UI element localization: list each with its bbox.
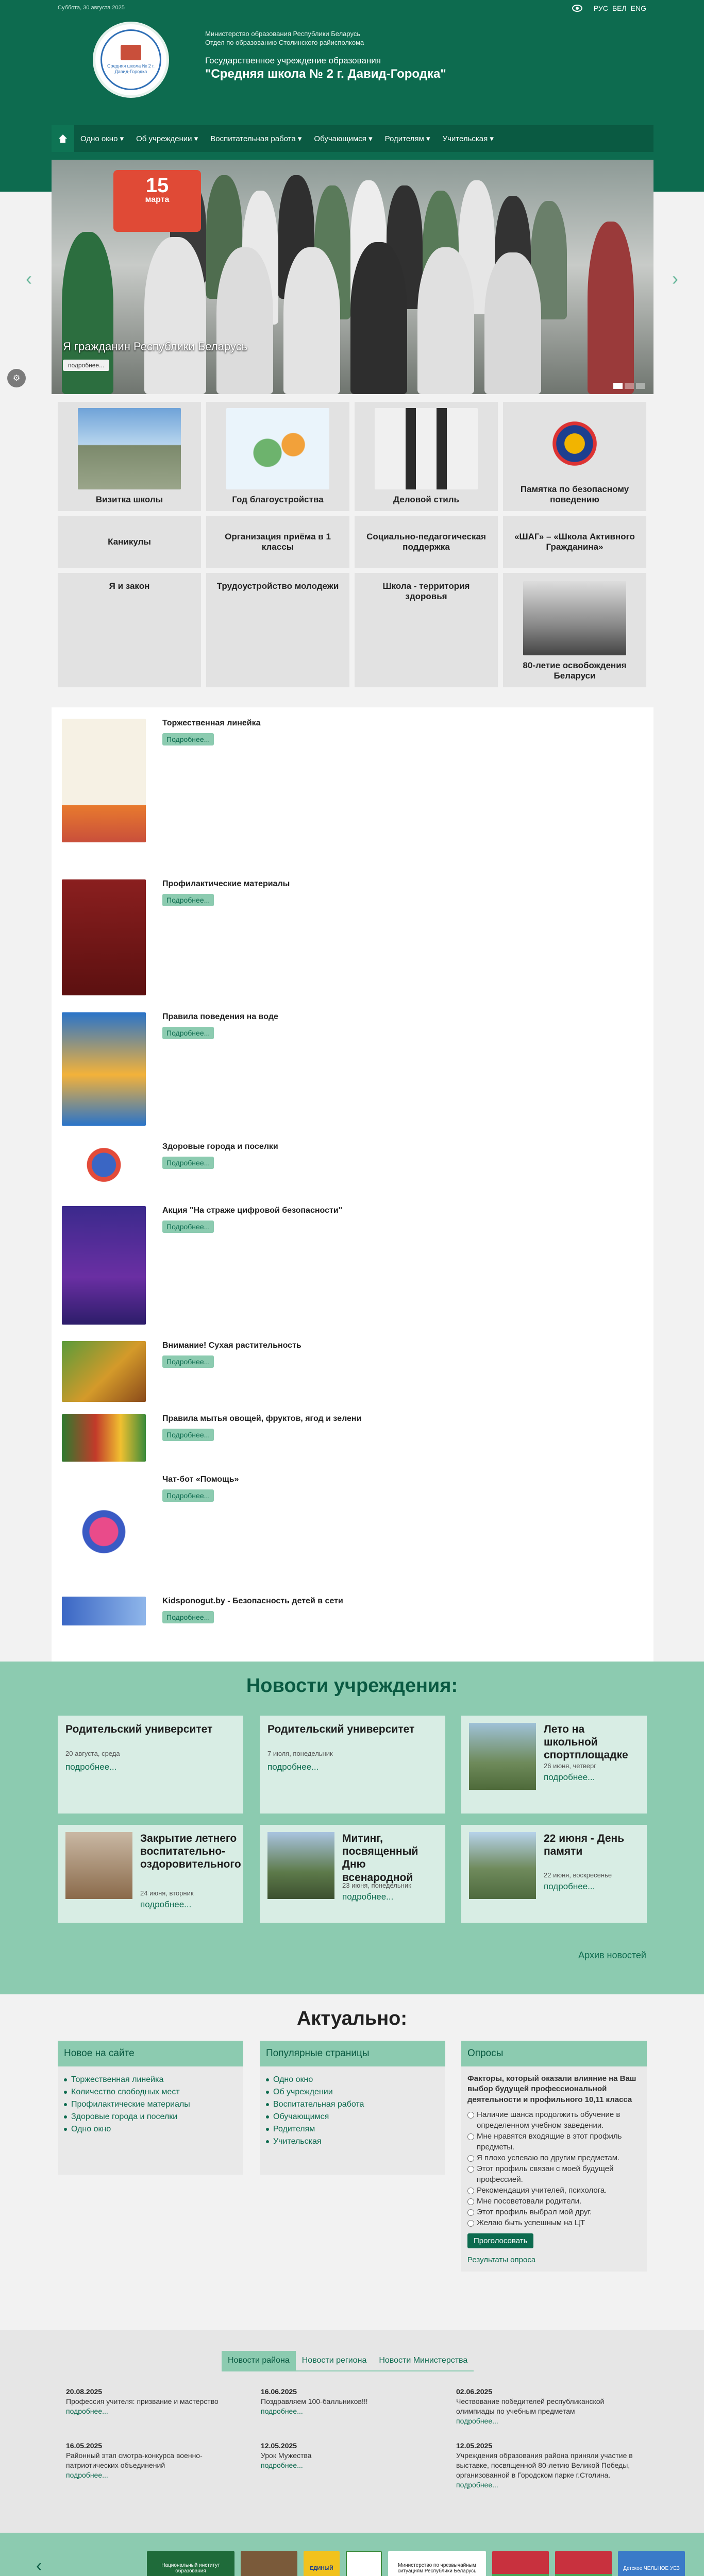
news-date: 26 июня, четверг (544, 1762, 597, 1770)
tile-first-grade[interactable] (206, 516, 349, 568)
tile-school-card[interactable] (58, 402, 201, 511)
more-button[interactable]: Подробнее... (162, 1489, 214, 1502)
slider-section (0, 160, 704, 407)
tab-region-news[interactable]: Новости региона (296, 2351, 373, 2371)
news-card[interactable] (260, 1716, 445, 1814)
news-image (267, 1832, 334, 1899)
slider-dot[interactable] (636, 383, 645, 389)
entry-text[interactable]: Профессия учителя: призвание и мастерство (66, 2397, 219, 2405)
slider-prev-icon[interactable]: ‹ (26, 268, 32, 289)
news-title[interactable]: Лето на школьной спортплощадке (544, 1723, 628, 1761)
tile-improvement-year[interactable] (206, 402, 349, 511)
poll-question: Факторы, который оказали влияние на Ваш выбор будущей профессиональной деятельности и профильного 10,11 класса (467, 2074, 636, 2104)
logo-text: Средняя школа № 2 г. Давид-Городка (107, 63, 155, 74)
home-button[interactable] (52, 125, 74, 152)
tile-social-support[interactable] (355, 516, 498, 568)
improvement-image (226, 408, 329, 489)
nav-label: Обучающимся (314, 134, 366, 143)
popular-link[interactable]: Обучающимся (273, 2111, 432, 2123)
tile-label: Организация приёма в 1 классы (225, 532, 331, 552)
poll-option[interactable]: Желаю быть успешным на ЦТ (467, 2217, 641, 2228)
entry-date: 16.06.2025 (261, 2387, 297, 2396)
business-style-image (375, 408, 478, 489)
department-line: Отдел по образованию Столинского райисполкома (205, 38, 364, 46)
school-building-image (78, 408, 181, 489)
new-link[interactable]: Здоровые города и поселки (71, 2111, 230, 2123)
slide-caption: Я гражданин Республики Беларусь (63, 340, 248, 353)
news-tabs (222, 2351, 474, 2371)
entry-more[interactable]: подробнее... (456, 2480, 498, 2489)
tile-label: «ШАГ» – «Школа Активного Гражданина» (514, 532, 635, 552)
more-button[interactable]: Подробнее... (162, 1027, 214, 1039)
new-link[interactable]: Торжественная линейка (71, 2074, 230, 2086)
partner-logo[interactable] (346, 2551, 382, 2576)
news-more-link[interactable]: подробнее... (544, 1882, 595, 1891)
poll-results-link[interactable]: Результаты опроса (467, 2255, 536, 2264)
partners-prev-icon[interactable]: ‹ (36, 2556, 42, 2575)
poster-image (62, 1341, 146, 1402)
monument-image (523, 581, 626, 655)
emergency-emblem-icon (546, 408, 603, 479)
nav-label: Одно окно (80, 134, 118, 143)
news-card[interactable] (260, 1825, 445, 1923)
banner-word: марта (145, 195, 170, 204)
news-archive-link[interactable]: Архив новостей (578, 1950, 646, 1960)
news-more-link[interactable]: подробнее... (65, 1762, 117, 1772)
news-card[interactable] (461, 1825, 647, 1923)
tile-safety-memo[interactable] (503, 402, 646, 511)
poster-image (62, 879, 146, 995)
ministry-info (205, 30, 364, 47)
tile-liberation-80[interactable] (503, 573, 646, 687)
tile-label: Каникулы (108, 537, 151, 547)
partner-logo[interactable] (555, 2551, 612, 2576)
lang-ru[interactable]: РУС (593, 4, 608, 12)
tile-business-style[interactable] (355, 402, 498, 511)
news-date: 23 июня, понедельник (342, 1882, 411, 1889)
vote-button[interactable]: Проголосовать (467, 2233, 533, 2248)
news-more-link[interactable]: подробнее... (342, 1892, 394, 1902)
news-entry (456, 2387, 642, 2426)
news-title[interactable]: Родительский университет (65, 1723, 213, 1735)
nav-label: Воспитательная работа (210, 134, 296, 143)
news-image (65, 1832, 132, 1899)
lang-en[interactable]: ENG (630, 4, 646, 12)
more-button[interactable]: Подробнее... (162, 1611, 214, 1623)
slider-dot[interactable] (613, 383, 623, 389)
popular-pages (260, 2041, 445, 2175)
more-button[interactable]: Подробнее... (162, 1355, 214, 1368)
popular-link[interactable]: Об учреждении (273, 2086, 432, 2098)
column-title: Опросы (461, 2041, 647, 2066)
banner-number: 15 (145, 174, 169, 197)
news-date: 24 июня, вторник (140, 1889, 194, 1897)
more-button[interactable]: Подробнее... (162, 733, 214, 745)
site-header (0, 0, 704, 160)
item-title[interactable]: Чат-бот «Помощь» (162, 1475, 239, 1484)
partner-logo[interactable] (241, 2551, 297, 2576)
popular-link[interactable]: Воспитательная работа (273, 2098, 432, 2111)
partner-logo[interactable]: Министерство по чрезвычайным ситуациям Республики Беларусь (388, 2551, 486, 2576)
poll-option[interactable]: Мне нравятся входящие в этот профиль предметы. (467, 2131, 641, 2153)
poster-image (62, 1206, 146, 1325)
school-logo[interactable] (93, 22, 169, 98)
tile-label: 80-летие освобождения Беларуси (523, 660, 627, 681)
actual-heading: Актуально: (296, 2008, 408, 2029)
news-entry (261, 2441, 446, 2470)
item-title[interactable]: Акция "На страже цифровой безопасности" (162, 1206, 343, 1215)
news-date: 20 августа, среда (65, 1750, 120, 1757)
language-switcher (572, 4, 646, 12)
partner-logo[interactable]: Детское ЧЕЛЬНОЕ УЕЗ (618, 2551, 685, 2576)
actual-section (0, 1994, 704, 2330)
new-link[interactable]: Профилактические материалы (71, 2098, 230, 2111)
main-nav (52, 125, 653, 152)
poll-option[interactable]: Этот профиль выбрал мой друг. (467, 2207, 641, 2217)
news-title[interactable]: Митинг, посвященный Дню всенародной (342, 1833, 418, 1884)
nav-parents[interactable]: Родителям ▾ (384, 134, 430, 143)
slider-dots (613, 383, 645, 389)
tile-label: Я и закон (109, 581, 150, 591)
news-date: 22 июня, воскресенье (544, 1871, 612, 1879)
slider-dot[interactable] (625, 383, 634, 389)
slide-more-button[interactable]: подробнее... (63, 360, 109, 371)
news-image (469, 1832, 536, 1899)
more-button[interactable]: Подробнее... (162, 1429, 214, 1441)
tile-label: Школа - территория здоровья (382, 581, 470, 601)
item-title[interactable]: Правила поведения на воде (162, 1012, 278, 1021)
entry-date: 20.08.2025 (66, 2387, 103, 2396)
entry-text[interactable]: Районный этап смотра-конкурса военно-патриотических объединений (66, 2451, 203, 2469)
news-entry (66, 2441, 252, 2480)
column-title: Популярные страницы (260, 2041, 445, 2066)
partner-logo[interactable]: ЕДИНЫЙ (304, 2551, 340, 2576)
book-icon (121, 45, 141, 60)
nav-teachers[interactable]: Учительская ▾ (442, 134, 494, 143)
tile-holidays[interactable] (58, 516, 201, 568)
hero-slider[interactable] (52, 160, 653, 394)
news-section (0, 1662, 704, 1994)
poll-option[interactable]: Мне посоветовали родители. (467, 2196, 641, 2207)
entry-text[interactable]: Урок Мужества (261, 2451, 312, 2460)
nav-education[interactable]: Воспитательная работа ▾ (210, 134, 302, 143)
tile-law[interactable] (58, 573, 201, 687)
nav-label: Учительская (442, 134, 488, 143)
accessibility-side-button[interactable]: ⚙ (7, 369, 26, 387)
news-heading: Новости учреждения: (246, 1675, 458, 1697)
tile-label: Социально-педагогическая поддержка (366, 532, 486, 552)
entry-more[interactable]: подробнее... (66, 2470, 108, 2479)
poll-option[interactable]: Наличие шанса продолжить обучение в определенном учебном заведении. (467, 2109, 641, 2131)
tab-district-news[interactable]: Новости района (222, 2351, 296, 2371)
item-title[interactable]: Торжественная линейка (162, 719, 261, 727)
poster-image (62, 719, 146, 842)
news-more-link[interactable]: подробнее... (544, 1772, 595, 1782)
poll-option[interactable]: Рекомендация учителей, психолога. (467, 2185, 641, 2196)
partners-carousel (0, 2533, 704, 2576)
tab-ministry-news[interactable]: Новости Министерства (373, 2351, 474, 2371)
entry-date: 02.06.2025 (456, 2387, 493, 2396)
slide-banner (113, 170, 201, 232)
logo-image (62, 1597, 146, 1625)
entry-text[interactable]: Чествование победителей республиканской олимпиады по учебным предметам (456, 2397, 605, 2415)
more-button[interactable]: Подробнее... (162, 894, 214, 906)
news-card[interactable] (58, 1716, 243, 1814)
new-link[interactable]: Количество свободных мест (71, 2086, 230, 2098)
tile-active-citizen[interactable] (503, 516, 646, 568)
news-title[interactable]: Закрытие летнего воспитательно-оздоровительного (140, 1833, 241, 1871)
column-title: Новое на сайте (58, 2041, 243, 2066)
news-date: 7 июля, понедельник (267, 1750, 333, 1757)
nav-label: Родителям (384, 134, 424, 143)
popular-link[interactable]: Одно окно (273, 2074, 432, 2086)
entry-more[interactable]: подробнее... (261, 2406, 303, 2415)
announcements (52, 707, 653, 1662)
item-title[interactable]: Здоровые города и поселки (162, 1142, 278, 1151)
more-button[interactable]: Подробнее... (162, 1221, 214, 1233)
lang-by[interactable]: БЕЛ (612, 4, 627, 12)
new-link[interactable]: Одно окно (71, 2123, 230, 2136)
item-title[interactable]: Правила мытья овощей, фруктов, ягод и зелени (162, 1414, 362, 1423)
more-button[interactable]: Подробнее... (162, 1157, 214, 1169)
news-card[interactable] (461, 1716, 647, 1814)
nav-about[interactable]: Об учреждении ▾ (136, 134, 198, 143)
accessibility-eye-icon[interactable] (572, 5, 582, 12)
entry-more[interactable]: подробнее... (261, 2461, 303, 2469)
entry-more[interactable]: подробнее... (66, 2406, 108, 2415)
poster-image (62, 1414, 146, 1462)
current-date: Суббота, 30 августа 2025 (58, 5, 125, 11)
site-title[interactable]: "Средняя школа № 2 г. Давид-Городка" (205, 67, 446, 81)
tile-label: Визитка школы (95, 495, 163, 504)
news-more-link[interactable]: подробнее... (140, 1900, 192, 1909)
poll-option[interactable]: Этот профиль связан с моей будущей профессией. (467, 2163, 641, 2185)
item-title[interactable]: Kidsponogut.by - Безопасность детей в сети (162, 1597, 343, 1605)
news-entry (66, 2387, 252, 2416)
tile-label: Год благоустройства (232, 495, 324, 504)
partner-logo[interactable]: Национальный институт образования (147, 2551, 234, 2576)
home-icon (58, 134, 68, 143)
news-title[interactable]: 22 июня - День памяти (544, 1833, 625, 1858)
news-entry (261, 2387, 446, 2416)
entry-date: 16.05.2025 (66, 2442, 103, 2450)
tile-health-school[interactable] (355, 573, 498, 687)
news-image (469, 1723, 536, 1790)
regional-news (0, 2330, 704, 2533)
ministry-line: Министерство образования Республики Беларусь (205, 30, 361, 38)
news-title[interactable]: Родительский университет (267, 1723, 415, 1735)
news-card[interactable] (58, 1825, 243, 1923)
entry-date: 12.05.2025 (456, 2442, 493, 2450)
entry-more[interactable]: подробнее... (456, 2416, 498, 2425)
tile-label: Памятка по безопасному поведению (520, 484, 629, 504)
org-type: Государственное учреждение образования (205, 56, 381, 65)
nav-one-window[interactable]: Одно окно ▾ (80, 134, 124, 143)
quick-links (58, 402, 647, 692)
news-more-link[interactable]: подробнее... (267, 1762, 319, 1772)
poster-image (62, 1012, 146, 1126)
tile-label: Деловой стиль (393, 495, 459, 504)
new-on-site (58, 2041, 243, 2175)
poll-option[interactable]: Я плохо успеваю по другим предметам. (467, 2153, 641, 2163)
poll (461, 2041, 647, 2272)
item-title[interactable]: Профилактические материалы (162, 879, 290, 888)
nav-label: Об учреждении (136, 134, 192, 143)
nav-students[interactable]: Обучающимся ▾ (314, 134, 373, 143)
logo-image (62, 1142, 146, 1188)
item-title[interactable]: Внимание! Сухая растительность (162, 1341, 301, 1350)
entry-text[interactable]: Поздравляем 100-балльников!!! (261, 2397, 368, 2405)
popular-link[interactable]: Родителям (273, 2123, 432, 2136)
popular-link[interactable]: Учительская (273, 2136, 432, 2148)
tile-label: Трудоустройство молодежи (216, 581, 339, 591)
entry-date: 12.05.2025 (261, 2442, 297, 2450)
partner-logo[interactable] (492, 2551, 549, 2576)
news-entry (456, 2441, 642, 2489)
chatbot-image (62, 1475, 146, 1578)
slider-next-icon[interactable]: › (672, 268, 678, 289)
entry-text[interactable]: Учреждения образования района приняли участие в выставке, посвященной 80-летию Великой Победы, организованной в Городском парке г.Столина. (456, 2451, 633, 2479)
tile-youth-employment[interactable] (206, 573, 349, 687)
